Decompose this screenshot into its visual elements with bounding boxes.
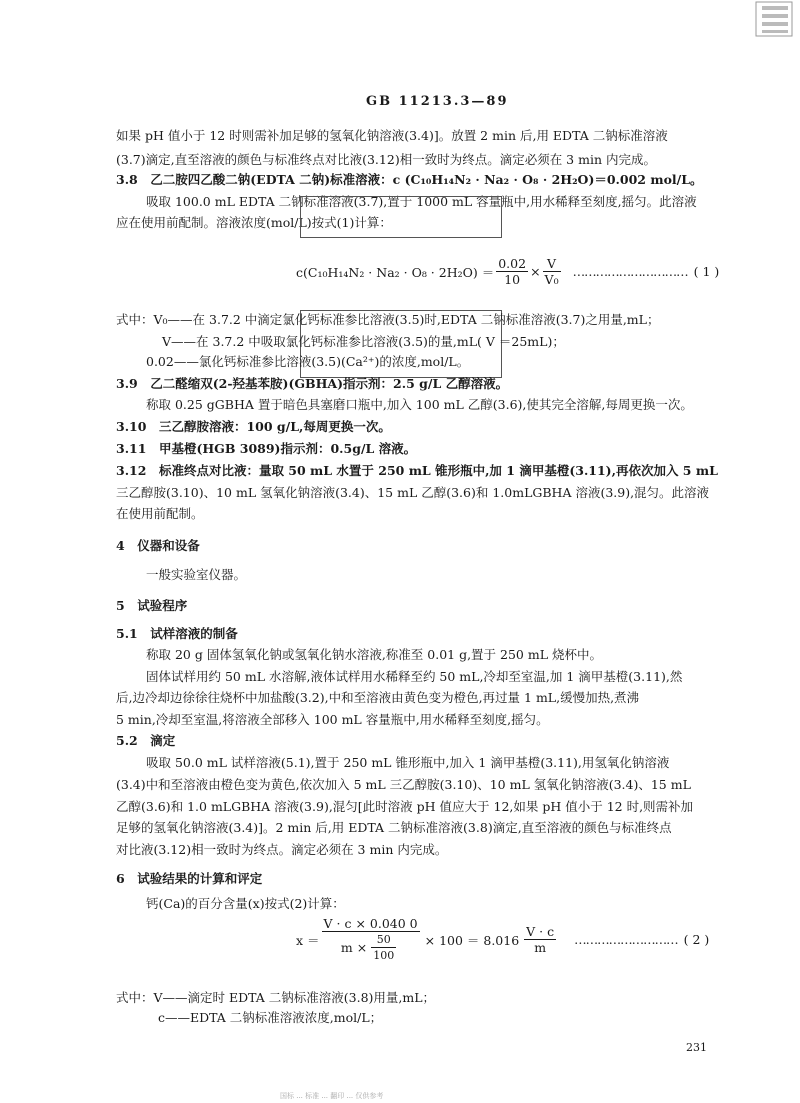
equation-2 [296,916,709,963]
eq2-leader-dots: ……………………… [574,932,678,947]
eq1-denominator: 10 [504,272,521,287]
text-line: c——EDTA 二钠标准溶液浓度,mol/L； [158,1010,383,1025]
text-line: 三乙醇胺(3.10)、10 mL 氢氧化钠溶液(3.4)、15 mL 乙醇(3.6)和 1.0mLGBHA 溶液(3.9),混匀。此溶液 [116,485,710,500]
text-line: 乙醇(3.6)和 1.0 mLGBHA 溶液(3.9),混匀[此时溶液 pH 值应大于 12,如果 pH 值小于 12 时,则需补加 [116,799,694,814]
text-line: (3.7)滴定,直至溶液的颜色与标准终点对比液(3.12)相一致时为终点。滴定必须在 3 min 内完成。 [116,152,656,167]
corner-grid-icon [754,0,794,38]
clause-3-8: 3.8 乙二胺四乙酸二钠(EDTA 二钠)标准溶液：c (C₁₀H₁₄N₂ · Na₂ · O₈ · 2H₂O)＝0.002 mol/L。 [116,172,703,187]
text-line: 对比液(3.12)相一致时为终点。滴定必须在 3 min 内完成。 [116,842,448,857]
section-5-heading: 5 试验程序 [116,598,188,613]
text-line: 固体试样用约 50 mL 水溶解,液体试样用水稀释至约 50 mL,冷却至室温,加 1 滴甲基橙(3.11),然 [146,669,683,684]
footer-scan-strip [0,1091,800,1103]
eq2-fraction [322,916,420,963]
standard-code-header: GB 11213.3—89 [366,94,509,109]
eq1-fraction [496,256,528,287]
text-line: 如果 pH 值小于 12 时则需补加足够的氢氧化钠溶液(3.4)]。放置 2 min 后,用 EDTA 二钠标准溶液 [116,128,668,143]
eq2-result-fraction [524,924,556,955]
clause-3-10: 3.10 三乙醇胺溶液：100 g/L,每周更换一次。 [116,419,391,434]
text-line: 式中：V——滴定时 EDTA 二钠标准溶液(3.8)用量,mL； [116,990,436,1005]
eq1-v: V [543,256,561,272]
eq2-inner-num: 50 [371,932,396,948]
eq1-lhs: c(C₁₀H₁₄N₂ · Na₂ · O₈ · 2H₂O) ＝ [296,264,495,280]
clause-3-11: 3.11 甲基橙(HGB 3089)指示剂：0.5g/L 溶液。 [116,441,417,456]
clause-5-2: 5.2 滴定 [116,733,176,748]
section-4-heading: 4 仪器和设备 [116,538,200,553]
clause-5-1: 5.1 试样溶液的制备 [116,626,238,641]
text-line: 称取 0.25 gGBHA 置于暗色具塞磨口瓶中,加入 100 mL 乙醇(3.6),使其完全溶解,每周更换一次。 [146,397,693,412]
text-line: 在使用前配制。 [116,506,204,521]
clause-3-12: 3.12 标准终点对比液：量取 50 mL 水置于 250 mL 锥形瓶中,加 1 滴甲基橙(3.11),再依次加入 5 mL [116,463,718,478]
page-number: 231 [686,1041,707,1054]
eq2-lhs: x ＝ [296,932,320,948]
eq2-label: ( 2 ) [683,932,710,947]
eq2-inner-fraction [369,932,398,963]
text-line: 式中：V₀——在 3.7.2 中滴定氯化钙标准参比溶液(3.5)时,EDTA 二钠标准溶液(3.7)之用量,mL； [116,312,660,327]
eq1-volume-fraction [543,256,561,287]
text-line: 吸取 50.0 mL 试样溶液(5.1),置于 250 mL 锥形瓶中,加入 1 滴甲基橙(3.11),用氢氧化钠溶液 [146,755,670,770]
eq1-label: ( 1 ) [693,264,720,279]
section-6-heading: 6 试验结果的计算和评定 [116,871,263,886]
eq1-v0: V₀ [544,272,559,287]
text-line: 足够的氢氧化钠溶液(3.4)]。2 min 后,用 EDTA 二钠标准溶液(3.8)滴定,直至溶液的颜色与标准终点 [116,820,672,835]
eq2-numerator: V · c × 0.040 0 [323,916,418,931]
text-line: V——在 3.7.2 中吸取氯化钙标准参比溶液(3.5)的量,mL( V ＝25mL)； [162,334,565,349]
text-line: 5 min,冷却至室温,将溶液全部移入 100 mL 容量瓶中,用水稀释至刻度,摇匀。 [116,712,549,727]
equation-1 [296,256,719,287]
footer-strip-text: 国标 ... 标准 ... 翻印 ... 仅供参考 [280,1092,384,1100]
annotation-box [300,196,502,238]
eq2-result-den: m [534,940,547,955]
eq1-leader-dots: ………………………… [572,264,688,279]
text-line: 0.02——氯化钙标准参比溶液(3.5)(Ca²⁺)的浓度,mol/L。 [146,354,470,369]
eq2-inner-den: 100 [373,949,395,962]
text-line: 吸取 100.0 mL EDTA 二钠标准溶液(3.7),置于 1000 mL 容量瓶中,用水稀释至刻度,摇匀。此溶液 [146,194,697,209]
text-line: 一般实验室仪器。 [146,567,247,582]
clause-3-9: 3.9 乙二醛缩双(2-羟基苯胺)(GBHA)指示剂：2.5 g/L 乙醇溶液。 [116,376,509,391]
eq1-numerator: 0.02 [498,256,527,271]
eq1-times: × [530,264,541,279]
text-line: 钙(Ca)的百分含量(x)按式(2)计算： [146,896,345,911]
text-line: (3.4)中和至溶液由橙色变为黄色,依次加入 5 mL 三乙醇胺(3.10)、10 mL 氢氧化钠溶液(3.4)、15 mL [116,777,691,792]
eq2-result-num: V · c [526,924,555,939]
eq2-den-prefix: m × [340,940,368,955]
text-line: 后,边冷却边徐徐往烧杯中加盐酸(3.2),中和至溶液由黄色变为橙色,再过量 1 mL,缓慢加热,煮沸 [116,690,640,705]
text-line: 应在使用前配制。溶液浓度(mol/L)按式(1)计算： [116,215,392,230]
text-line: 称取 20 g 固体氢氧化钠或氢氧化钠水溶液,称准至 0.01 g,置于 250 mL 烧杯中。 [146,647,602,662]
eq2-middle: × 100 ＝ 8.016 [424,932,520,948]
eq2-denominator [322,932,420,963]
